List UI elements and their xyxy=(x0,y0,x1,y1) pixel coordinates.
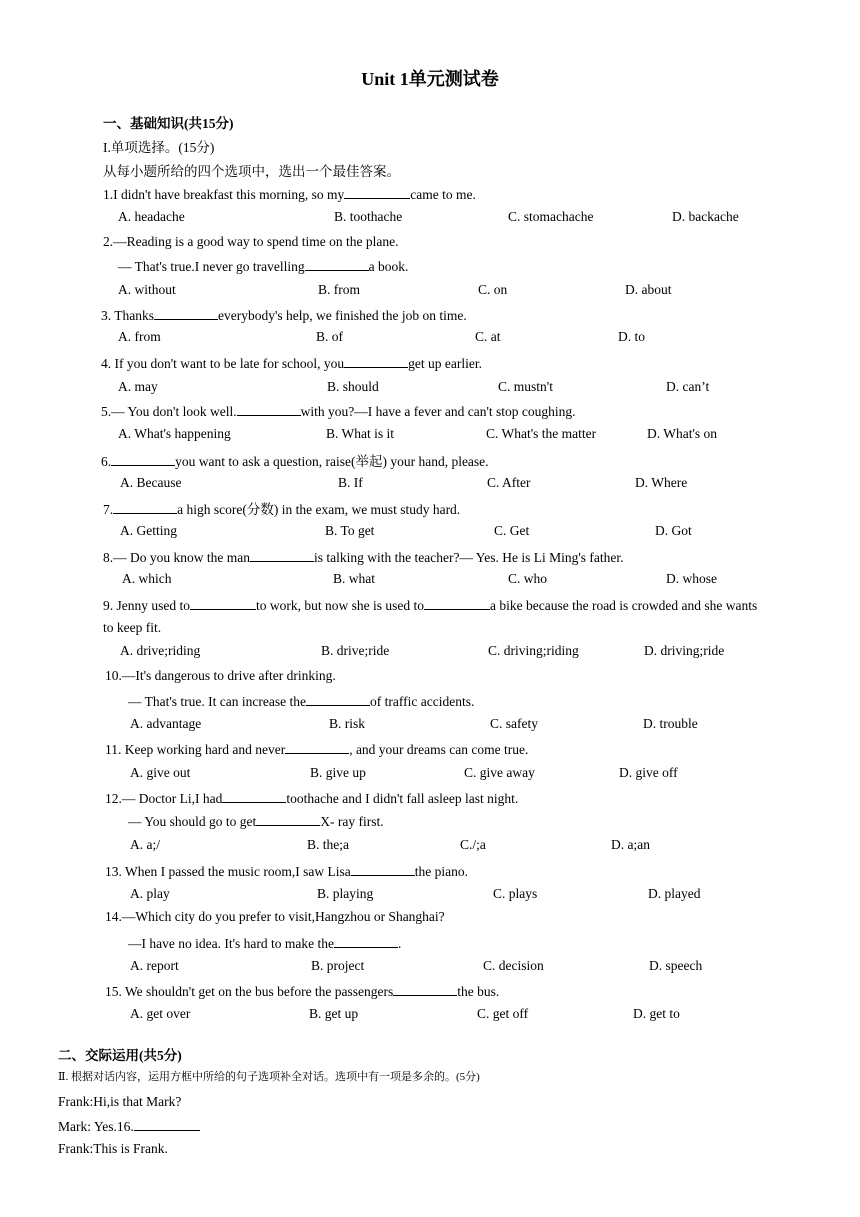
q15-option-c: C. get off xyxy=(477,1006,529,1021)
q15-option-b: B. get up xyxy=(309,1006,359,1021)
q10-option-a: A. advantage xyxy=(130,716,202,731)
question-13: 13. When I passed the music room,I saw Lisa the piano. xyxy=(105,864,468,879)
q15-option-d: D. get to xyxy=(633,1006,680,1021)
dialogue-line-2: Mark: Yes.16. xyxy=(58,1117,200,1135)
question-4: 4. If you don't want to be late for school, you get up earlier. xyxy=(101,356,482,371)
q10-option-b: B. risk xyxy=(329,716,366,731)
section-2-heading: 二、交际运用(共5分) xyxy=(58,1048,182,1063)
question-8: 8.— Do you know the man is talking with the teacher?— Yes. He is Li Ming's father. xyxy=(103,550,624,565)
question-10: 10.—It's dangerous to drive after drinking. xyxy=(105,668,336,683)
q3-option-c: C. at xyxy=(475,329,501,344)
q11-option-b: B. give up xyxy=(310,765,366,780)
q9-option-a: A. drive;riding xyxy=(120,643,201,658)
question-9: 9. Jenny used to to work, but now she is used to a bike because the road is crowded and she wants xyxy=(103,598,758,613)
question-11: 11. Keep working hard and never , and your dreams can come true. xyxy=(105,742,529,757)
section-1-instruction: 从每小题所给的四个选项中，选出一个最佳答案。 xyxy=(103,164,400,179)
q12-option-c: C./;a xyxy=(460,837,486,852)
q8-option-c: C. who xyxy=(508,571,548,586)
question-12: 12.— Doctor Li,I had toothache and I didn't fall asleep last night. xyxy=(105,791,519,806)
q13-option-d: D. played xyxy=(648,886,701,901)
q14-option-a: A. report xyxy=(130,958,179,973)
q1-option-a: A. headache xyxy=(118,209,185,224)
section-2-instruction: Ⅱ. 根据对话内容，运用方框中所给的句子选项补全对话。选项中有一项是多余的。(5分) xyxy=(58,1071,480,1083)
q7-option-c: C. Get xyxy=(494,523,530,538)
q13-option-c: C. plays xyxy=(493,886,538,901)
q9-option-c: C. driving;riding xyxy=(488,643,579,658)
q4-option-c: C. mustn't xyxy=(498,379,553,394)
q10-option-d: D. trouble xyxy=(643,716,698,731)
q11-option-c: C. give away xyxy=(464,765,535,780)
question-7: 7. a high score(分数) in the exam, we must study hard. xyxy=(103,502,461,517)
q3-option-d: D. to xyxy=(618,329,645,344)
q11-option-a: A. give out xyxy=(130,765,191,780)
q10-option-c: C. safety xyxy=(490,716,538,731)
q9-option-d: D. driving;ride xyxy=(644,643,725,658)
q4-option-b: B. should xyxy=(327,379,379,394)
q14-option-c: C. decision xyxy=(483,958,544,973)
question-1: 1.I didn't have breakfast this morning, so my came to me. xyxy=(103,187,476,202)
q6-option-b: B. If xyxy=(338,475,363,490)
section-1-part: I.单项选择。(15分) xyxy=(103,140,215,155)
q5-option-b: B. What is it xyxy=(326,426,395,441)
q8-option-b: B. what xyxy=(333,571,375,586)
q2-option-a: A. without xyxy=(118,282,176,297)
q2-option-d: D. about xyxy=(625,282,672,297)
q12-option-b: B. the;a xyxy=(307,837,349,852)
q5-option-d: D. What's on xyxy=(647,426,718,441)
q7-option-d: D. Got xyxy=(655,523,692,538)
q6-option-c: C. After xyxy=(487,475,531,490)
dialogue-line-1: Frank:Hi,is that Mark? xyxy=(58,1094,182,1109)
q5-option-a: A. What's happening xyxy=(118,426,231,441)
q9-option-b: B. drive;ride xyxy=(321,643,390,658)
q1-option-c: C. stomachache xyxy=(508,209,594,224)
q14-option-b: B. project xyxy=(311,958,365,973)
q7-option-b: B. To get xyxy=(325,523,375,538)
question-10-reply: — That's true. It can increase the of traffic accidents. xyxy=(128,694,475,709)
dialogue-line-3: Frank:This is Frank. xyxy=(58,1141,168,1156)
q3-option-b: B. of xyxy=(316,329,343,344)
q13-option-a: A. play xyxy=(130,886,170,901)
section-1-heading: 一、基础知识(共15分) xyxy=(103,116,234,131)
q8-option-d: D. whose xyxy=(666,571,717,586)
q14-option-d: D. speech xyxy=(649,958,703,973)
question-2-reply: — That's true.I never go travelling a book. xyxy=(118,259,409,274)
q8-option-a: A. which xyxy=(122,571,172,586)
question-14-reply: —I have no idea. It's hard to make the . xyxy=(128,936,402,951)
page-title: Unit 1单元测试卷 xyxy=(361,69,499,89)
q1-option-d: D. backache xyxy=(672,209,739,224)
q2-option-c: C. on xyxy=(478,282,508,297)
q15-option-a: A. get over xyxy=(130,1006,191,1021)
question-9-continued: to keep fit. xyxy=(103,620,162,635)
q5-option-c: C. What's the matter xyxy=(486,426,597,441)
q13-option-b: B. playing xyxy=(317,886,374,901)
q12-option-d: D. a;an xyxy=(611,837,650,852)
q2-option-b: B. from xyxy=(318,282,360,297)
q11-option-d: D. give off xyxy=(619,765,678,780)
q3-option-a: A. from xyxy=(118,329,161,344)
q6-option-a: A. Because xyxy=(120,475,182,490)
question-15: 15. We shouldn't get on the bus before the passengers the bus. xyxy=(105,984,500,999)
q4-option-d: D. can’t xyxy=(666,379,710,394)
question-3: 3. Thanks everybody's help, we finished the job on time. xyxy=(101,308,467,323)
q7-option-a: A. Getting xyxy=(120,523,177,538)
question-5: 5.— You don't look well. with you?—I have a fever and can't stop coughing. xyxy=(101,404,576,419)
question-14: 14.—Which city do you prefer to visit,Hangzhou or Shanghai? xyxy=(105,909,445,924)
q12-option-a: A. a;/ xyxy=(130,837,160,852)
question-12-reply: — You should go to get X- ray first. xyxy=(128,814,384,829)
question-6: 6. you want to ask a question, raise(举起) your hand, please. xyxy=(101,454,489,469)
q4-option-a: A. may xyxy=(118,379,158,394)
question-2: 2.—Reading is a good way to spend time on the plane. xyxy=(103,234,399,249)
q6-option-d: D. Where xyxy=(635,475,688,490)
q1-option-b: B. toothache xyxy=(334,209,403,224)
